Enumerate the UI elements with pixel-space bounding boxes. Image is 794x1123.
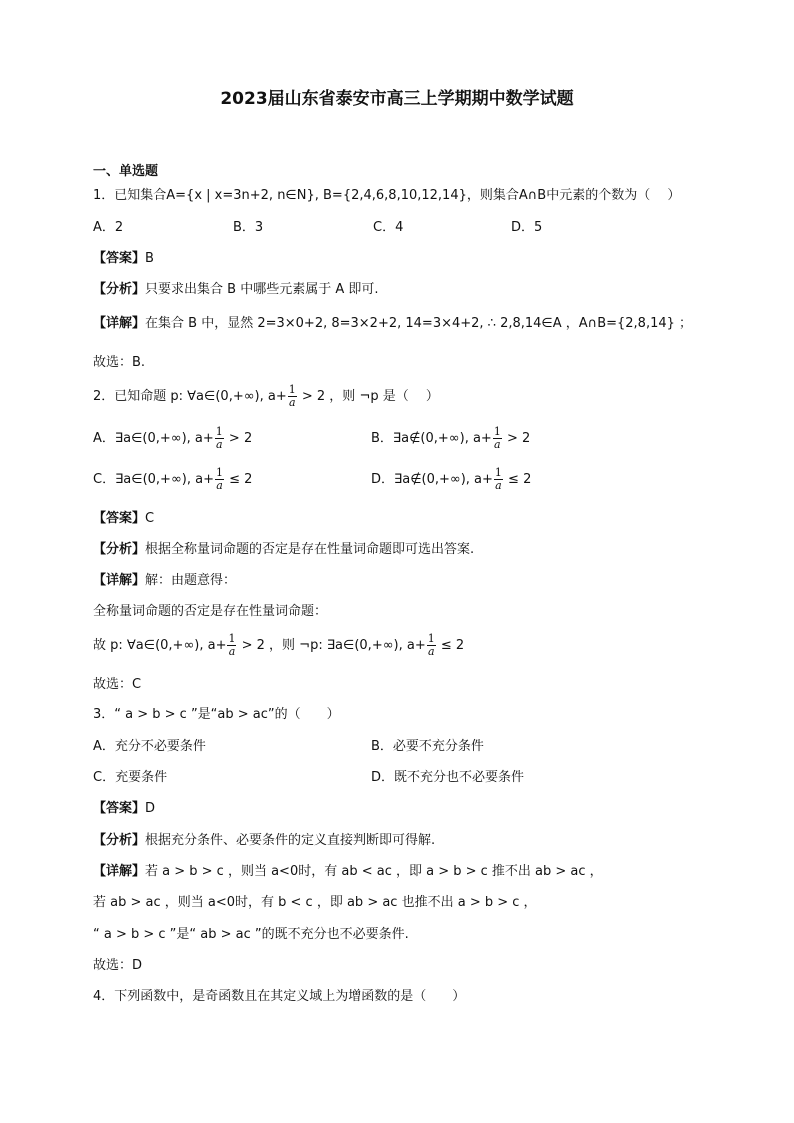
fraction: $\frac{1}{a}$: [493, 425, 501, 451]
fraction: $\frac{1}{a}$: [228, 632, 236, 658]
q3-option-c: C．充要条件: [93, 770, 168, 785]
q3-option-d: D．既不充分也不必要条件: [371, 770, 525, 785]
q3-option-b: B．必要不充分条件: [371, 739, 484, 754]
q3-detail-line2: 若 ab > ac ，则当 a<0时，有 b < c ，即 ab > ac 也推不出 a > b > c ，: [93, 895, 537, 910]
q2-option-d: D．∃a∉(0,+∞), a+ $\frac{1}{a}$ ≤ 2: [371, 466, 532, 492]
q1-answer: 【答案】B: [93, 251, 154, 266]
fraction: $\frac{1}{a}$: [215, 425, 223, 451]
q2-detail-line3: 故 p: ∀a∈(0,+∞), a+ $\frac{1}{a}$ > 2 ，则 ¬p: ∃a∈(0,+∞), a+ $\frac{1}{a}$ ≤ 2: [93, 632, 465, 658]
fraction: $\frac{1}{a}$: [494, 466, 502, 492]
q3-analysis: 【分析】根据充分条件、必要条件的定义直接判断即可得解.: [93, 833, 436, 848]
q1-analysis: 【分析】只要求出集合 B 中哪些元素属于 A 即可.: [93, 282, 379, 297]
q3-stem: 3．“ a > b > c ”是“ab > ac”的（ ）: [93, 707, 340, 722]
q3-choice: 故选：D: [93, 958, 143, 973]
page-title: 2023届山东省泰安市高三上学期期中数学试题: [220, 89, 574, 109]
fraction: $\frac{1}{a}$: [288, 383, 296, 409]
q2-stem: 2．已知命题 p: ∀a∈(0,+∞), a+ $\frac{1}{a}$ > 2 ，则 ¬p 是（ ）: [93, 383, 439, 409]
q1-choice: 故选：B.: [93, 355, 146, 370]
section-heading: 一、单选题: [93, 164, 159, 179]
q1-option-b: B．3: [233, 220, 264, 235]
q1-detail: 【详解】在集合 B 中，显然 2=3×0+2, 8=3×2+2, 14=3×4+2, ∴ 2,8,14∈A ，A∩B={2,8,14} ；: [93, 316, 693, 331]
q2-choice: 故选：C: [93, 677, 142, 692]
q3-detail-line3: “ a > b > c ”是“ ab > ac ”的既不充分也不必要条件.: [93, 927, 409, 942]
fraction: $\frac{1}{a}$: [427, 632, 435, 658]
q3-detail: 【详解】若 a > b > c ，则当 a<0时，有 ab < ac ，即 a > b > c 推不出 ab > ac ，: [93, 864, 603, 879]
q2-option-c: C．∃a∈(0,+∞), a+ $\frac{1}{a}$ ≤ 2: [93, 466, 253, 492]
q2-option-a: A．∃a∈(0,+∞), a+ $\frac{1}{a}$ > 2: [93, 425, 253, 451]
q1-option-d: D．5: [511, 220, 543, 235]
q2-answer: 【答案】C: [93, 511, 155, 526]
q2-detail-line2: 全称量词命题的否定是存在性量词命题：: [93, 604, 328, 619]
q2-analysis: 【分析】根据全称量词命题的否定是存在性量词命题即可选出答案.: [93, 542, 475, 557]
q1-stem: 1．已知集合A={x | x=3n+2, n∈N}, B={2,4,6,8,10,12,14}，则集合A∩B中元素的个数为（ ）: [93, 188, 681, 203]
q3-option-a: A．充分不必要条件: [93, 739, 206, 754]
q2-option-b: B．∃a∉(0,+∞), a+ $\frac{1}{a}$ > 2: [371, 425, 531, 451]
q2-detail: 【详解】解：由题意得：: [93, 573, 237, 588]
q3-answer: 【答案】D: [93, 801, 156, 816]
q4-stem: 4．下列函数中，是奇函数且在其定义域上为增函数的是（ ）: [93, 989, 466, 1004]
q1-option-a: A．2: [93, 220, 124, 235]
fraction: $\frac{1}{a}$: [215, 466, 223, 492]
q1-option-c: C．4: [373, 220, 404, 235]
